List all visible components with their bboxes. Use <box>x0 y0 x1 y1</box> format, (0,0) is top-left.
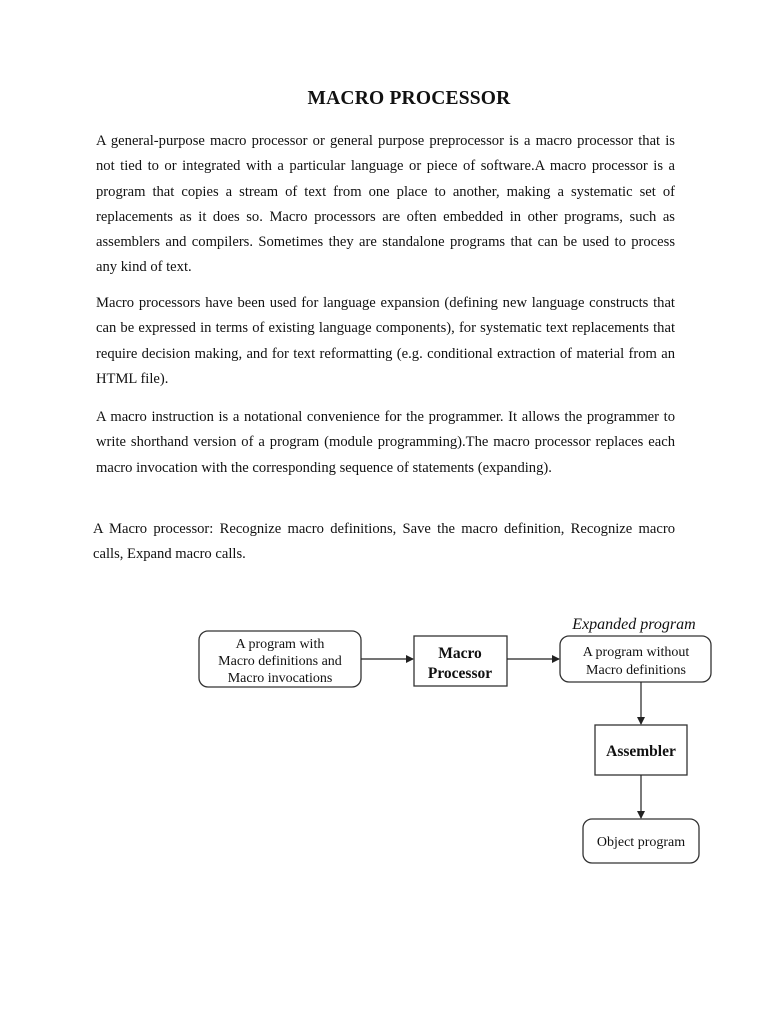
output-box-line-2: Macro definitions <box>586 663 686 678</box>
paragraph-macro-processor-functions: A Macro processor: Recognize macro definitions, Save the macro definition, Recognize macro calls, Expand macro calls. <box>93 521 675 563</box>
macro-processor-flow-diagram <box>0 600 768 880</box>
paragraph-definition: A general-purpose macro processor or general purpose preprocessor is a macro processor that is not tied to or integrated with a particular language or piece of software.A macro processor is a program that copies a stream of text from one place to another, making a systematic set of replacements as it does so. Macro processors are often embedded in other programs, such as assemblers and compilers. Sometimes they are standalone programs that can be used to process any kind of text. <box>96 133 675 276</box>
object-program-label: Object program <box>596 835 686 850</box>
processor-box-line-1: Macro <box>438 645 482 662</box>
processor-box-line-2: Processor <box>427 665 493 682</box>
input-program-box <box>199 631 361 687</box>
macro-processor-box <box>414 636 507 686</box>
assembler-box <box>595 725 687 775</box>
output-program-box <box>560 636 711 682</box>
assembler-label: Assembler <box>606 743 676 760</box>
input-box-line-3: Macro invocations <box>227 671 333 686</box>
paragraph-macro-instruction: A macro instruction is a notational convenience for the programmer. It allows the programmer to write shorthand version of a program (module programming).The macro processor replaces each macro invocation with the corresponding sequence of statements (expanding). <box>96 409 675 476</box>
page-title: MACRO PROCESSOR <box>307 88 511 109</box>
input-box-line-2: Macro definitions and <box>218 654 342 669</box>
paragraph-uses: Macro processors have been used for language expansion (defining new language constructs that can be expressed in terms of existing language components), for systematic text replacements that require decision making, and for text reformatting (e.g. conditional extraction of material from an HTML file). <box>96 295 675 387</box>
output-box-line-1: A program without <box>582 645 690 660</box>
object-program-box <box>583 819 699 863</box>
expanded-program-caption: Expanded program <box>572 616 696 633</box>
input-box-line-1: A program with <box>235 637 325 652</box>
